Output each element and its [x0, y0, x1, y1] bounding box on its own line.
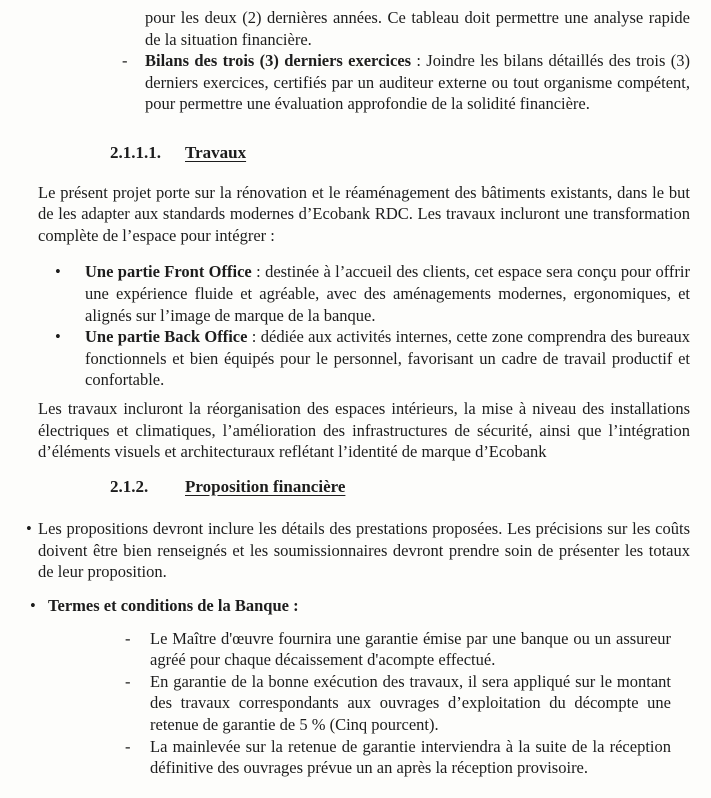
bullet-marker: • [26, 519, 32, 539]
bilans-rest-text: : Joindre les bilans détaillés des trois (3) derniers exercices, certifiés par un auditeur externe ou tout organisme compétent, pour permettre une évaluation approfondie de la solidité financière. [145, 51, 690, 114]
dash-marker: - [125, 736, 131, 756]
section-title: Travaux [185, 142, 247, 162]
bullet-bold-label: Une partie Back Office [85, 327, 248, 347]
propositions-text: Les propositions devront inclure les détails des prestations proposées. Les précisions sur les coûts doivent être bien renseignés et les soumissionnaires devront prendre soin de présenter les totaux de leur proposition. [38, 519, 690, 582]
section-title: Proposition financière [185, 476, 346, 496]
bullet-item [55, 326, 690, 391]
paragraph-travaux-scope: Les travaux incluront la réorganisation des espaces intérieurs, la mise à niveau des installations électriques et climatiques, l’amélioration des infrastructures de sécurité, ainsi que l’intégration d’éléments visuels et architecturaux reflétant l’identité de marque d’Ecobank [38, 398, 690, 462]
paragraph-continuation: pour les deux (2) dernières années. Ce tableau doit permettre une analyse rapide de la situation financière. [145, 8, 690, 49]
dash-item-text: En garantie de la bonne exécution des travaux, il sera appliqué sur le montant des travaux correspondants aux ouvrages d’exploitation du décompte une retenue de garantie de 5 % (Cinq pourcent). [150, 671, 671, 735]
conditions-list [0, 628, 711, 779]
paragraph-travaux-intro: Le présent projet porte sur la rénovation et le réaménagement des bâtiments existants, dans le but de les adapter aux standards modernes d’Ecobank RDC. Les travaux incluront une transformation complète de l’espace pour intégrer : [38, 182, 690, 245]
bullet-marker: • [55, 327, 61, 347]
dash-item [125, 671, 671, 736]
bullet-rest-text: : destinée à l’accueil des clients, cet espace sera conçu pour offrir une expérience fluide et agréable, avec des aménagements modernes, ergonomiques, et alignés sur l’image de marque de la banque. [85, 262, 690, 325]
bullet-item-text [85, 326, 690, 391]
bullet-list [0, 261, 711, 391]
bullet-marker: • [55, 262, 61, 282]
bullet-item-text [85, 261, 690, 326]
termes-heading [30, 595, 711, 617]
section-heading-travaux [110, 142, 711, 164]
section-number: 2.1.1.1. [110, 142, 161, 162]
bilans-bold-label: Bilans des trois (3) derniers exercices [145, 51, 412, 71]
dash-item [125, 736, 671, 779]
list-item-bilans [122, 50, 690, 115]
dash-item-text: Le Maître d'œuvre fournira une garantie émise par une banque ou un assureur agréé pour chaque décaissement d'acompte effectué. [150, 628, 671, 670]
bullet-bold-label: Une partie Front Office [85, 262, 252, 282]
list-item-text [145, 50, 690, 115]
dash-marker: - [125, 671, 131, 691]
dash-item-text: La mainlevée sur la retenue de garantie interviendra à la suite de la réception définitive des ouvrages prévue un an après la réception provisoire. [150, 736, 671, 778]
dash-marker: - [125, 628, 131, 648]
dash-marker: - [122, 51, 128, 71]
section-heading-proposition [110, 476, 711, 498]
section-number: 2.1.2. [110, 476, 149, 496]
paragraph-propositions [26, 518, 690, 583]
bullet-rest-text: : dédiée aux activités internes, cette zone comprendra des bureaux fonctionnels et bien équipés pour le personnel, favorisant un cadre de travail productif et confortable. [85, 327, 690, 390]
termes-title: Termes et conditions de la Banque : [48, 596, 299, 616]
dash-item [125, 628, 671, 671]
bullet-marker: • [30, 596, 36, 616]
bullet-item [55, 261, 690, 326]
